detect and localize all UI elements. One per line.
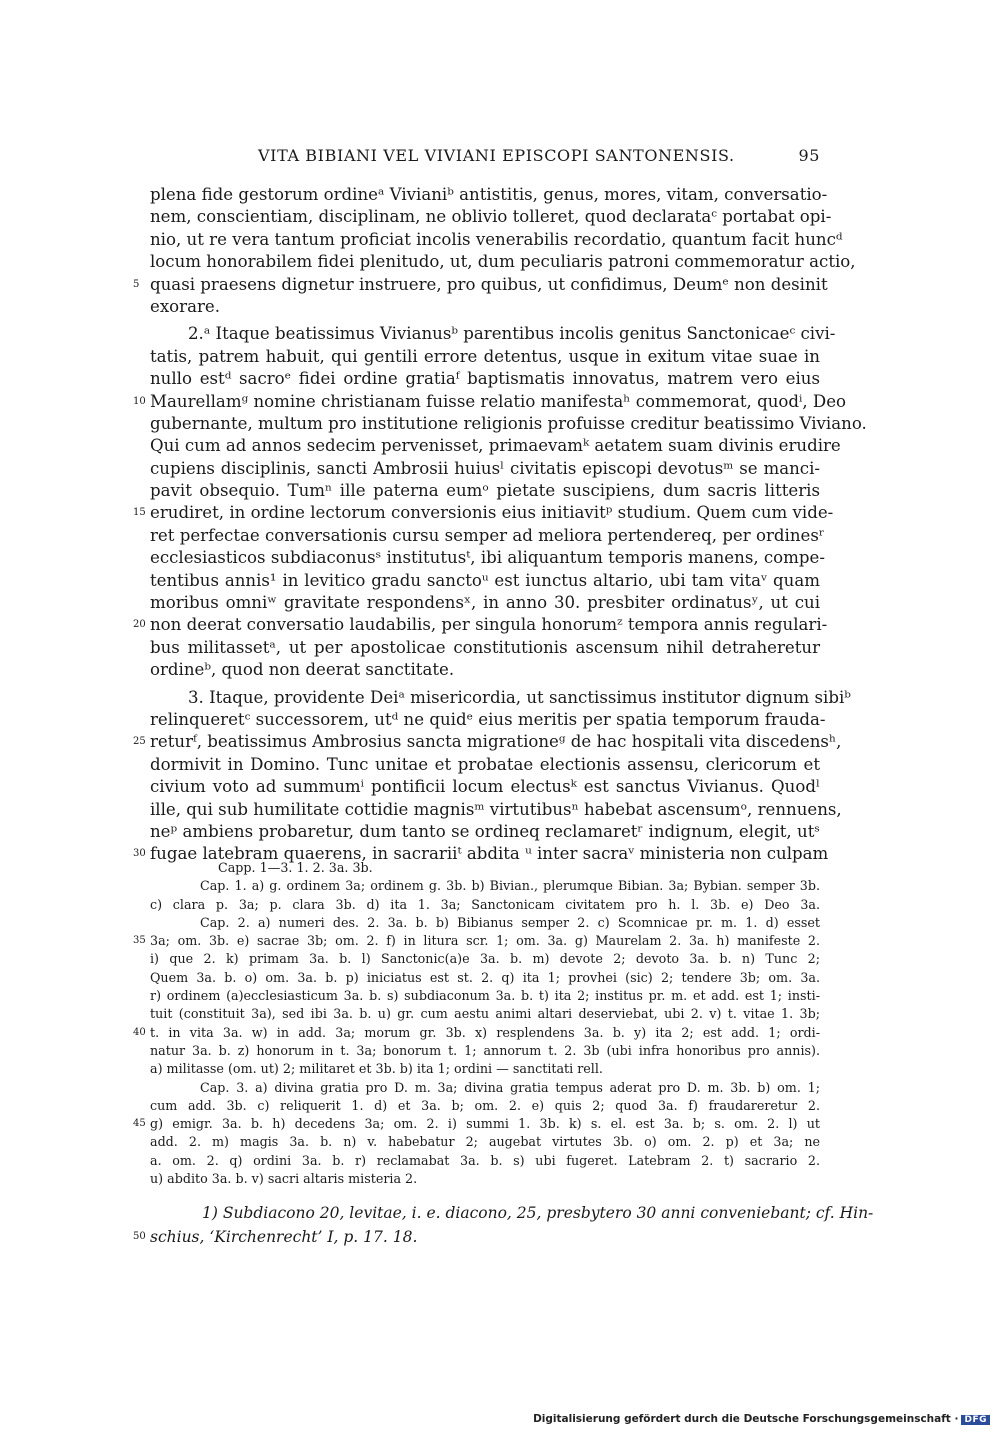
apparatus-line: Cap. 1. a) g. ordinem 3a; ordinem g. 3b. b) Bivian., plerumque Bibian. 3a; Bybian. semper 3b. <box>200 878 820 894</box>
apparatus-line: r) ordinem (a)ecclesiasticum 3a. b. s) subdiaconum 3a. b. t) ita 2; institus pr. m. et add. est 1; insti- <box>150 988 820 1004</box>
text-line: 20 non deerat conversatio laudabilis, per singula honorumᶻ tempora annis regulari- <box>150 614 820 636</box>
credit-text: Digitalisierung gefördert durch die Deutsche Forschungsgemeinschaft · <box>533 1413 959 1425</box>
text-line: ecclesiasticos subdiaconusˢ institutusᵗ, ibi aliquantum temporis manens, compe- <box>150 548 825 568</box>
text-line: 2.ᵃ Itaque beatissimus Vivianusᵇ parentibus incolis genitus Sanctonicaeᶜ civi- <box>188 324 836 344</box>
apparatus-line: add. 2. m) magis 3a. b. n) v. habebatur 2; augebat virtutes 3b. o) om. 2. p) et 3a; ne <box>150 1134 820 1150</box>
text-line: civium voto ad summumⁱ pontificii locum electusᵏ est sanctus Vivianus. Quodˡ <box>150 777 820 797</box>
text-line: 10 Maurellamᵍ nomine christianam fuisse relatio manifestaʰ commemorat, quodⁱ, Deo <box>150 391 820 413</box>
line-number: 20 <box>133 619 146 631</box>
text-line: Qui cum ad annos sedecim pervenisset, primaevamᵏ aetatem suam divinis erudire <box>150 436 841 456</box>
text-line: 15 erudiret, in ordine lectorum conversionis eius initiavitᵖ studium. Quem cum vide- <box>150 502 820 524</box>
running-title: VITA BIBIANI VEL VIVIANI EPISCOPI SANTONENSIS. <box>258 146 735 165</box>
line-number: 50 <box>133 1231 146 1242</box>
text-line: pavit obsequio. Tumⁿ ille paterna eumᵒ pietate suscipiens, dum sacris litteris <box>150 481 820 501</box>
apparatus-line: a) militasse (om. ut) 2; militaret et 3b. b) ita 1; ordini — sanctitati rell. <box>150 1061 603 1077</box>
page-number: 95 <box>798 146 820 165</box>
dfg-logo: DFG <box>961 1415 990 1425</box>
apparatus-line: natur 3a. b. z) honorum in t. 3a; bonorum t. 1; annorum t. 2. 3b (ubi infra honoribus pro annis). <box>150 1042 820 1058</box>
apparatus-line: 35 3a; om. 3b. e) sacrae 3b; om. 2. f) in litura scr. 1; om. 3a. g) Maurelam 2. 3a. h) manifeste 2. <box>150 932 820 950</box>
apparatus-line: Cap. 2. a) numeri des. 2. 3a. b. b) Bibianus semper 2. c) Scomnicae pr. m. 1. d) esset <box>200 914 820 930</box>
apparatus-line: c) clara p. 3a; p. clara 3b. d) ita 1. 3a; Sanctonicam civitatem pro h. l. 3b. e) Deo 3a. <box>150 896 820 912</box>
text-line: ille, qui sub humilitate cottidie magnisᵐ virtutibusⁿ habebat ascensumᵒ, rennuens, <box>150 799 842 819</box>
apparatus-line: cum add. 3b. c) reliquerit 1. d) et 3a. b; om. 2. e) quis 2; quod 3a. f) fraudareretur 2. <box>150 1097 820 1113</box>
footnote-line: 1) Subdiacono 20, levitae, i. e. diacono, 25, presbytero 30 anni conveniebant; cf. Hin- <box>202 1204 874 1222</box>
line-number: 35 <box>133 935 146 947</box>
text-line: 3. Itaque, providente Deiᵃ misericordia, ut sanctissimus institutor dignum sibiᵇ <box>188 687 851 707</box>
apparatus-line: Capp. 1—3. 1. 2. 3a. 3b. <box>218 860 373 875</box>
text-line: 5 quasi praesens dignetur instruere, pro quibus, ut confidimus, Deumᵉ non desinit <box>150 274 820 296</box>
line-number: 40 <box>133 1026 146 1038</box>
text-line: nio, ut re vera tantum proficiat incolis venerabilis recordatio, quantum facit huncᵈ <box>150 229 843 249</box>
critical-apparatus <box>133 859 820 1188</box>
text-line: cupiens disciplinis, sancti Ambrosii huiusˡ civitatis episcopi devotusᵐ se manci- <box>150 458 820 478</box>
apparatus-line: a. om. 2. q) ordini 3a. b. r) reclamabat 3a. b. s) ubi fugeret. Latebram 2. t) sacrario 2. <box>150 1152 820 1168</box>
line-number: 15 <box>133 507 146 519</box>
apparatus-line: Quem 3a. b. o) om. 3a. b. p) iniciatus est st. 2. q) ita 1; provhei (sic) 2; tendere 3b; om. 3a. <box>150 969 820 985</box>
text-line: ret perfectae conversationis cursu semper ad meliora pertendereq, per ordinesʳ <box>150 525 825 545</box>
main-text <box>133 184 867 866</box>
apparatus-line: u) abdito 3a. b. v) sacri altaris misteria 2. <box>150 1171 418 1187</box>
apparatus-line: 45 g) emigr. 3a. b. h) decedens 3a; om. 2. i) summi 1. 3b. k) s. el. est 3a. b; s. om. 2. l) ut <box>150 1115 820 1133</box>
apparatus-line: 40 t. in vita 3a. w) in add. 3a; morum gr. 3b. x) resplendens 3a. b. y) ita 2; est add. 1; ordi- <box>150 1024 820 1042</box>
text-line: bus militassetᵃ, ut per apostolicae constitutionis ascensum nihil detraheretur <box>150 637 820 657</box>
apparatus-line: Cap. 3. a) divina gratia pro D. m. 3a; divina gratia tempus aderat pro D. m. 3b. b) om. 1; <box>200 1079 820 1095</box>
digitization-credit <box>533 1413 990 1425</box>
line-number: 5 <box>133 278 140 290</box>
text-line: nem, conscientiam, disciplinam, ne oblivio tolleret, quod declarataᶜ portabat opi- <box>150 207 832 227</box>
apparatus-line: i) que 2. k) primam 3a. b. l) Sanctonic(a)e 3a. b. m) devote 2; devoto 3a. b. n) Tunc 2; <box>150 951 820 967</box>
line-number: 10 <box>133 395 146 407</box>
text-line: tatis, patrem habuit, qui gentili errore detentus, usque in exitum vitae suae in <box>150 346 820 366</box>
text-line: gubernante, multum pro institutione religionis profuisse creditur beatissimo Viviano. <box>150 413 867 433</box>
text-line: moribus omniʷ gravitate respondensˣ, in anno 30. presbiter ordinatusʸ, ut cui <box>150 593 820 613</box>
line-number: 30 <box>133 848 146 860</box>
footnote-line: 50 schius, ‘Kirchenrecht’ I, p. 17. 18. <box>150 1225 820 1249</box>
text-line: nullo estᵈ sacroᵉ fidei ordine gratiaᶠ baptismatis innovatus, matrem vero eius <box>150 369 820 389</box>
text-line: ordineᵇ, quod non deerat sanctitate. <box>150 660 455 680</box>
text-line: locum honorabilem fidei plenitudo, ut, dum peculiaris patroni commemoratur actio, <box>150 252 856 272</box>
text-line: 25 returᶠ, beatissimus Ambrosius sancta migrationeᵍ de hac hospitali vita discedensʰ, <box>150 731 820 753</box>
text-line: relinqueretᶜ successorem, utᵈ ne quidᵉ eius meritis per spatia temporum frauda- <box>150 709 826 729</box>
text-line: plena fide gestorum ordineᵃ Vivianiᵇ antistitis, genus, mores, vitam, conversatio- <box>150 185 828 204</box>
text-line: dormivit in Domino. Tunc unitae et probatae electionis assensu, clericorum et <box>150 754 820 774</box>
text-line: tentibus annis¹ in levitico gradu sanctoᵘ est iunctus altario, ubi tam vitaᵛ quam <box>150 570 820 590</box>
text-line: 30 fugae latebram quaerens, in sacrariiᵗ abdita ᵘ inter sacraᵛ ministeria non culpam <box>150 843 820 865</box>
text-line: neᵖ ambiens probaretur, dum tanto se ordineq reclamaretʳ indignum, elegit, utˢ <box>150 821 820 841</box>
text-line: exorare. <box>150 296 221 316</box>
apparatus-line: tuit (constituit 3a), sed ibi 3a. b. u) gr. cum aestu animi altari deserviebat, ubi 2. v) t. vitae 1. 3b; <box>150 1006 820 1022</box>
line-number: 25 <box>133 736 146 748</box>
line-number: 45 <box>133 1118 146 1130</box>
footnotes <box>133 1201 874 1249</box>
